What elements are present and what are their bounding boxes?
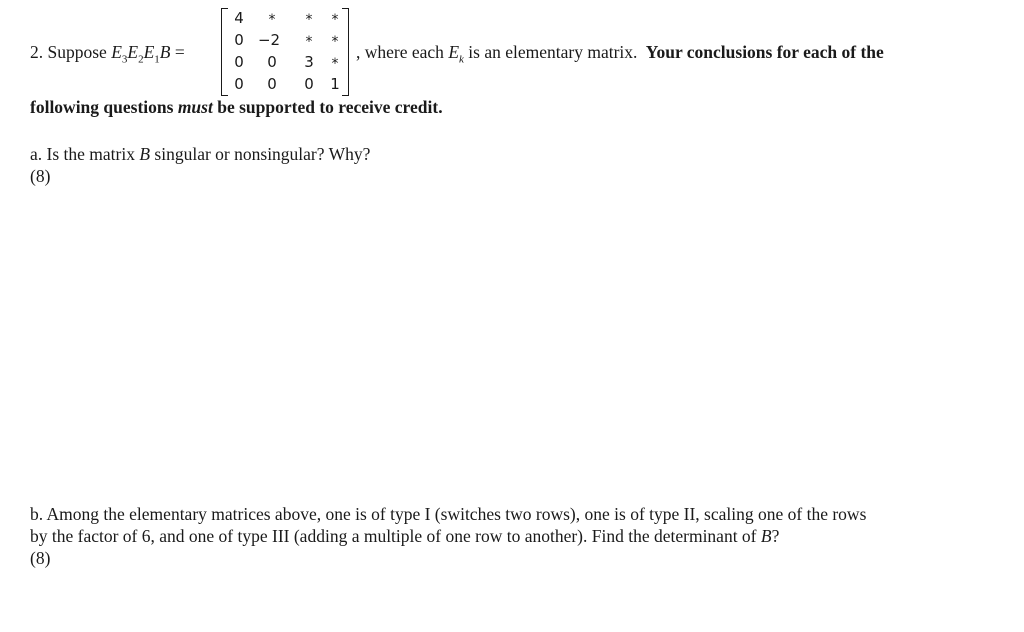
part-b-question-line-2: by the factor of 6, and one of type III (adding a multiple of one row to another). Find the determinant of B? xyxy=(30,526,780,546)
lhs-e2: $E_2$ xyxy=(127,42,144,66)
ek-symbol: $E_k$ xyxy=(448,42,464,66)
part-a-question: a. Is the matrix B singular or nonsingular? Why? xyxy=(30,144,371,164)
matrix-cell: * xyxy=(331,56,339,72)
matrix-cell: * xyxy=(305,12,313,28)
matrix-cell: * xyxy=(268,12,276,28)
matrix-cell: * xyxy=(331,34,339,50)
part-b-question-line-1: b. Among the elementary matrices above, one is of type I (switches two rows), one is of type II, scaling one of the rows xyxy=(30,504,867,524)
matrix-cell: 0 xyxy=(234,53,244,71)
part-a-points: (8) xyxy=(30,166,51,186)
instructions-bold-2a: following questions xyxy=(30,97,174,117)
matrix-cell: * xyxy=(305,34,313,50)
part-b-points: (8) xyxy=(30,548,51,568)
suppose-text: Suppose xyxy=(47,42,107,62)
problem-number: 2. xyxy=(30,42,44,62)
matrix-cell: −2 xyxy=(257,31,281,49)
matrix-cell: * xyxy=(331,12,339,28)
instructions-must: must xyxy=(177,97,213,117)
where-each-text: , where each xyxy=(356,42,444,62)
matrix-cell: 0 xyxy=(267,75,277,93)
problem-statement-line-2 xyxy=(30,96,443,118)
matrix-cell: 4 xyxy=(234,9,244,27)
problem-statement-line-1-continued xyxy=(356,41,884,71)
matrix-cell: 0 xyxy=(304,75,314,93)
matrix-cell: 0 xyxy=(234,75,244,93)
lhs-b: B xyxy=(159,42,171,62)
variable-b: B xyxy=(760,526,772,546)
lhs-e3: $E_3$ xyxy=(111,42,128,66)
matrix-cell: 0 xyxy=(234,31,244,49)
variable-b: B xyxy=(139,144,151,164)
elementary-matrix-text: is an elementary matrix. xyxy=(468,42,638,62)
matrix-cell: 3 xyxy=(304,53,314,71)
lhs-e1: $E_1$ xyxy=(143,42,160,66)
instructions-bold-2b: be supported to receive credit. xyxy=(217,97,443,117)
problem-statement-line-1 xyxy=(30,41,185,71)
matrix-cell: 0 xyxy=(267,53,277,71)
instructions-bold-1: Your conclusions for each of the xyxy=(645,42,884,62)
matrix-cell: 1 xyxy=(330,75,340,93)
equals-sign: = xyxy=(174,42,185,62)
upper-triangular-matrix xyxy=(221,6,349,98)
